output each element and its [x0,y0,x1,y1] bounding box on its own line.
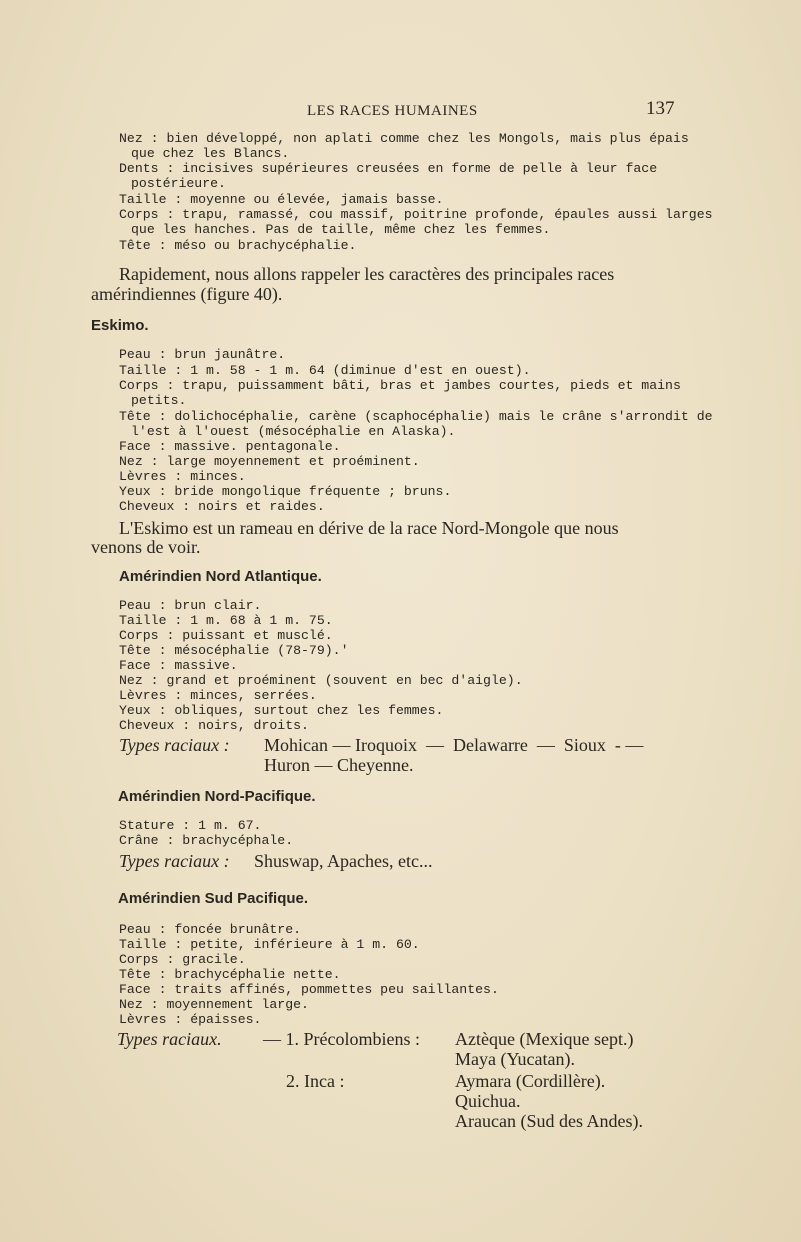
group-item: Araucan (Sud des Andes). [455,1111,643,1131]
types-label: Types raciaux. [117,1029,222,1049]
paragraph-line: Rapidement, nous allons rappeler les caractères des principales races [119,264,615,284]
types-list: Mohican — Iroquoix — Delawarre — Sioux - — [264,735,644,755]
running-header: LES RACES HUMAINES [307,103,478,119]
trait-line: Cheveux : noirs et raides. [119,499,325,514]
trait-line: Corps : gracile. [119,952,246,967]
paragraph-line: amérindiennes (figure 40). [91,284,283,304]
trait-line: que les hanches. Pas de taille, même chez les femmes. [131,222,551,237]
trait-line: Nez : moyennement large. [119,997,309,1012]
trait-line: Tête : méso ou brachycéphalie. [119,238,357,253]
trait-line: Lèvres : minces, serrées. [119,688,317,703]
trait-line: Tête : dolichocéphalie, carène (scaphocéphalie) mais le crâne s'arrondit de [119,409,713,424]
trait-line: petits. [131,393,187,408]
group-item: Aztèque (Mexique sept.) [455,1029,634,1049]
trait-line: Peau : brun jaunâtre. [119,347,286,362]
trait-line: Stature : 1 m. 67. [119,818,262,833]
types-list: Shuswap, Apaches, etc... [254,851,433,871]
trait-line: l'est à l'ouest (mésocéphalie en Alaska). [131,424,456,439]
group-label: — 1. Précolombiens : [263,1029,420,1049]
trait-line: Corps : puissant et musclé. [119,628,333,643]
trait-line: Crâne : brachycéphale. [119,833,294,848]
group-item: Quichua. [455,1091,521,1111]
section-heading-eskimo: Eskimo. [91,317,149,334]
trait-line: Taille : petite, inférieure à 1 m. 60. [119,937,420,952]
section-heading-sud-pacifique: Amérindien Sud Pacifique. [118,890,309,907]
trait-line: postérieure. [131,176,226,191]
trait-line: Nez : large moyennement et proéminent. [119,454,420,469]
trait-line: Face : traits affinés, pommettes peu saillantes. [119,982,499,997]
trait-line: Nez : bien développé, non aplati comme chez les Mongols, mais plus épais [119,131,689,146]
trait-line: Face : massive. [119,658,238,673]
trait-line: Taille : moyenne ou élevée, jamais basse. [119,192,444,207]
trait-line: Lèvres : épaisses. [119,1012,262,1027]
section-heading-nord-pacifique: Amérindien Nord-Pacifique. [118,788,316,805]
types-list: Huron — Cheyenne. [264,755,414,775]
trait-line: Face : massive. pentagonale. [119,439,341,454]
trait-line: Cheveux : noirs, droits. [119,718,309,733]
trait-line: Taille : 1 m. 58 - 1 m. 64 (diminue d'est en ouest). [119,363,531,378]
types-label: Types raciaux : [119,735,230,755]
trait-line: Peau : brun clair. [119,598,262,613]
trait-line: Lèvres : minces. [119,469,246,484]
trait-line: que chez les Blancs. [131,146,290,161]
trait-line: Yeux : obliques, surtout chez les femmes. [119,703,444,718]
section-heading-nord-atlantique: Amérindien Nord Atlantique. [119,568,322,585]
group-label: 2. Inca : [286,1071,345,1091]
trait-line: Corps : trapu, puissamment bâti, bras et jambes courtes, pieds et mains [119,378,681,393]
trait-line: Tête : brachycéphalie nette. [119,967,341,982]
group-item: Aymara (Cordillère). [455,1071,606,1091]
trait-line: Corps : trapu, ramassé, cou massif, poitrine profonde, épaules aussi larges [119,207,713,222]
trait-line: Nez : grand et proéminent (souvent en bec d'aigle). [119,673,523,688]
paragraph-line: L'Eskimo est un rameau en dérive de la race Nord-Mongole que nous [119,518,619,538]
types-label: Types raciaux : [119,851,230,871]
trait-line: Peau : foncée brunâtre. [119,922,302,937]
paragraph-line: venons de voir. [91,537,201,557]
trait-line: Yeux : bride mongolique fréquente ; bruns. [119,484,452,499]
group-item: Maya (Yucatan). [455,1049,575,1069]
trait-line: Dents : incisives supérieures creusées en forme de pelle à leur face [119,161,658,176]
page-number: 137 [646,98,675,119]
trait-line: Taille : 1 m. 68 à 1 m. 75. [119,613,333,628]
trait-line: Tête : mésocéphalie (78-79).' [119,643,349,658]
